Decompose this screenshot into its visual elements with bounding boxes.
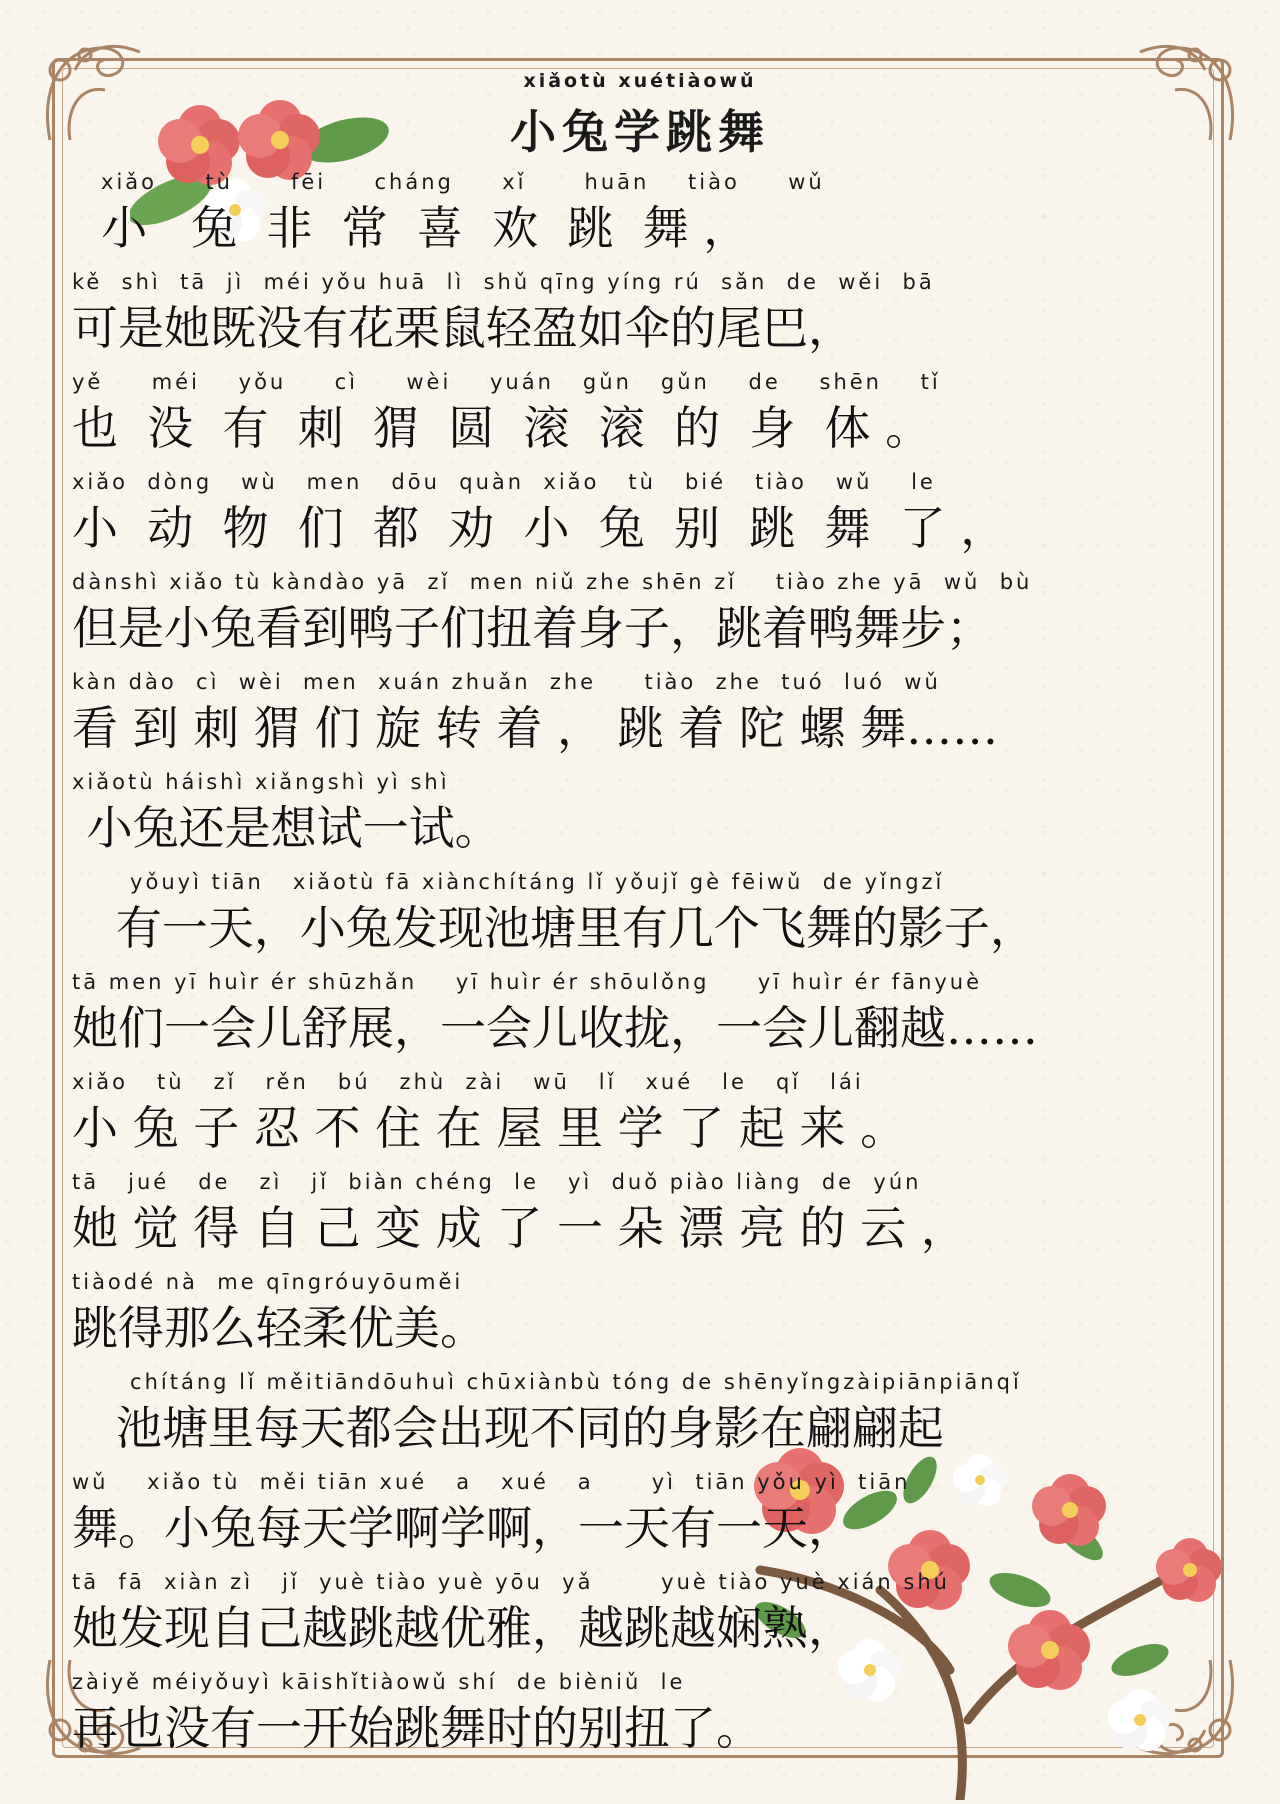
pinyin-row: tā men yī huìr ér shūzhǎn yī huìr ér shōulǒng yī huìr ér fānyuè (72, 970, 983, 994)
hanzi-row: 她们一会儿舒展，一会儿收拢，一会儿翻越…… (72, 1001, 1038, 1055)
hanzi-row: 小 兔 子 忍 不 住 在 屋 里 学 了 起 来 。 (72, 1101, 907, 1155)
text-line (72, 1170, 1222, 1270)
hanzi-row: 可是她既没有花栗鼠轻盈如伞的尾巴， (72, 301, 854, 355)
pinyin-row: yǒuyì tiān xiǎotù fā xiànchítáng lǐ yǒujǐ gè fēiwǔ de yǐngzǐ (72, 870, 945, 894)
pinyin-row: tā jué de zì jǐ biàn chéng le yì duǒ piào liàng de yún (72, 1170, 922, 1194)
page-title: 小兔学跳舞 (510, 105, 770, 159)
pinyin-row: chítáng lǐ měitiāndōuhuì chūxiànbù tóng de shēnyǐngzàipiānpiānqǐ (72, 1370, 1022, 1394)
hanzi-row: 看 到 刺 猬 们 旋 转 着 ， 跳 着 陀 螺 舞…… (72, 701, 999, 755)
text-line (72, 570, 1222, 670)
text-line (72, 270, 1222, 370)
text-line (72, 1270, 1222, 1370)
text-line (72, 770, 1222, 870)
hanzi-row: 她 觉 得 自 己 变 成 了 一 朵 漂 亮 的 云 ， (72, 1201, 967, 1255)
hanzi-row: 小兔还是想试一试。 (72, 801, 501, 855)
pinyin-row: tā fā xiàn zì jǐ yuè tiào yuè yōu yǎ yuè tiào yuè xián shú (72, 1570, 950, 1594)
hanzi-row: 也 没 有 刺 猬 圆 滚 滚 的 身 体 。 (72, 401, 932, 455)
pinyin-row: yě méi yǒu cì wèi yuán gǔn gǔn de shēn tǐ (72, 370, 941, 394)
pinyin-row: kàn dào cì wèi men xuán zhuǎn zhe tiào zhe tuó luó wǔ (72, 670, 941, 694)
hanzi-row: 池塘里每天都会出现不同的身影在翩翩起 (72, 1401, 944, 1455)
hanzi-row: 小 兔 非 常 喜 欢 跳 舞 ， (72, 201, 750, 255)
hanzi-row: 舞。小兔每天学啊学啊，一天有一天， (72, 1501, 854, 1555)
text-line (72, 970, 1222, 1070)
pinyin-row: xiǎo tù zǐ rěn bú zhù zài wū lǐ xué le qǐ lái (72, 1070, 864, 1094)
title-pinyin: xiǎotù xuétiàowǔ (523, 70, 757, 92)
pinyin-row: zàiyě méiyǒuyì kāishǐtiàowǔ shí de bièniǔ le (72, 1670, 686, 1694)
pinyin-row: kě shì tā jì méi yǒu huā lì shǔ qīng yíng rú sǎn de wěi bā (72, 270, 935, 294)
title-block (0, 70, 1280, 162)
pinyin-row: wǔ xiǎo tù měi tiān xué a xué a yì tiān yǒu yì tiān (72, 1470, 911, 1494)
pinyin-row: tiàodé nà me qīngróuyōuměi (72, 1270, 464, 1294)
text-line (72, 470, 1222, 570)
text-line (72, 1370, 1222, 1470)
pinyin-row: xiǎo tù fēi cháng xǐ huān tiào wǔ (72, 170, 825, 194)
hanzi-row: 小 动 物 们 都 劝 小 兔 别 跳 舞 了 ， (72, 501, 1007, 555)
text-line (72, 1470, 1222, 1570)
hanzi-row: 但是小兔看到鸭子们扭着身子，跳着鸭舞步； (72, 601, 992, 655)
hanzi-row: 有一天，小兔发现池塘里有几个飞舞的影子， (72, 901, 1036, 955)
pinyin-row: dànshì xiǎo tù kàndào yā zǐ men niǔ zhe shēn zǐ tiào zhe yā wǔ bù (72, 570, 1033, 594)
text-line (72, 870, 1222, 970)
text-line (72, 1670, 1222, 1770)
hanzi-row: 再也没有一开始跳舞时的别扭了。 (72, 1701, 762, 1755)
pinyin-row: xiǎotù háishì xiǎngshì yì shì (72, 770, 450, 794)
text-line (72, 1570, 1222, 1670)
text-line (72, 670, 1222, 770)
hanzi-row: 跳得那么轻柔优美。 (72, 1301, 486, 1355)
text-line (72, 1070, 1222, 1170)
pinyin-row: xiǎo dòng wù men dōu quàn xiǎo tù bié tiào wǔ le (72, 470, 936, 494)
text-line (72, 170, 1222, 270)
text-line (72, 370, 1222, 470)
hanzi-row: 她发现自己越跳越优雅，越跳越娴熟， (72, 1601, 854, 1655)
